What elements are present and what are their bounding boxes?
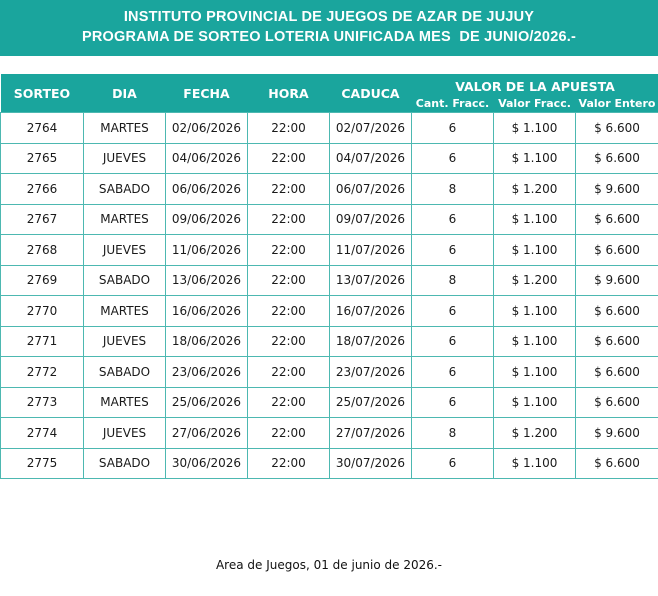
cell-fracc: $ 1.100 — [494, 235, 576, 266]
cell-sorteo: 2767 — [1, 204, 84, 235]
header-sorteo: SORTEO — [1, 74, 84, 113]
cell-fecha: 18/06/2026 — [166, 326, 248, 357]
cell-fecha: 23/06/2026 — [166, 357, 248, 388]
cell-cant: 6 — [412, 448, 494, 479]
cell-fecha: 25/06/2026 — [166, 387, 248, 418]
table-header — [1, 74, 658, 113]
cell-entero: $ 6.600 — [576, 448, 658, 479]
cell-hora: 22:00 — [248, 387, 330, 418]
table-row — [1, 448, 658, 479]
cell-hora: 22:00 — [248, 265, 330, 296]
schedule-table — [0, 74, 658, 479]
cell-entero: $ 6.600 — [576, 387, 658, 418]
cell-sorteo: 2773 — [1, 387, 84, 418]
cell-dia: MARTES — [84, 296, 166, 327]
cell-cant: 6 — [412, 326, 494, 357]
cell-sorteo: 2775 — [1, 448, 84, 479]
header-valor-fracc: Valor Fracc. — [494, 94, 576, 113]
cell-hora: 22:00 — [248, 174, 330, 205]
title-line-2: PROGRAMA DE SORTEO LOTERIA UNIFICADA MES DE JUNIO/2026.- — [82, 29, 576, 45]
header-fecha: FECHA — [166, 74, 248, 113]
cell-cant: 6 — [412, 143, 494, 174]
cell-caduca: 27/07/2026 — [330, 418, 412, 449]
cell-dia: JUEVES — [84, 235, 166, 266]
cell-entero: $ 9.600 — [576, 174, 658, 205]
cell-sorteo: 2772 — [1, 357, 84, 388]
table-row — [1, 296, 658, 327]
cell-sorteo: 2765 — [1, 143, 84, 174]
cell-dia: SABADO — [84, 357, 166, 388]
table-row — [1, 204, 658, 235]
cell-hora: 22:00 — [248, 113, 330, 144]
cell-fracc: $ 1.100 — [494, 113, 576, 144]
table-row — [1, 418, 658, 449]
cell-hora: 22:00 — [248, 448, 330, 479]
cell-dia: SABADO — [84, 265, 166, 296]
cell-dia: MARTES — [84, 387, 166, 418]
table-row — [1, 113, 658, 144]
cell-fracc: $ 1.100 — [494, 357, 576, 388]
table-row — [1, 265, 658, 296]
cell-caduca: 16/07/2026 — [330, 296, 412, 327]
cell-caduca: 11/07/2026 — [330, 235, 412, 266]
cell-entero: $ 6.600 — [576, 326, 658, 357]
cell-dia: JUEVES — [84, 418, 166, 449]
cell-sorteo: 2770 — [1, 296, 84, 327]
table-body — [1, 113, 658, 479]
cell-sorteo: 2766 — [1, 174, 84, 205]
cell-cant: 8 — [412, 174, 494, 205]
cell-fecha: 30/06/2026 — [166, 448, 248, 479]
cell-dia: JUEVES — [84, 143, 166, 174]
cell-fracc: $ 1.200 — [494, 174, 576, 205]
cell-fecha: 16/06/2026 — [166, 296, 248, 327]
header-caduca: CADUCA — [330, 74, 412, 113]
header-dia: DIA — [84, 74, 166, 113]
cell-fecha: 06/06/2026 — [166, 174, 248, 205]
table-row — [1, 387, 658, 418]
cell-sorteo: 2764 — [1, 113, 84, 144]
table-row — [1, 143, 658, 174]
cell-fracc: $ 1.100 — [494, 296, 576, 327]
cell-hora: 22:00 — [248, 235, 330, 266]
header-valor-apuesta: VALOR DE LA APUESTA — [412, 74, 658, 94]
cell-fecha: 09/06/2026 — [166, 204, 248, 235]
cell-fracc: $ 1.100 — [494, 448, 576, 479]
title-line-1: INSTITUTO PROVINCIAL DE JUEGOS DE AZAR DE JUJUY — [123, 9, 535, 25]
cell-fracc: $ 1.100 — [494, 204, 576, 235]
cell-dia: MARTES — [84, 113, 166, 144]
cell-entero: $ 9.600 — [576, 418, 658, 449]
cell-caduca: 25/07/2026 — [330, 387, 412, 418]
title-banner — [0, 0, 658, 56]
cell-sorteo: 2774 — [1, 418, 84, 449]
cell-entero: $ 6.600 — [576, 357, 658, 388]
cell-hora: 22:00 — [248, 204, 330, 235]
cell-hora: 22:00 — [248, 326, 330, 357]
cell-hora: 22:00 — [248, 143, 330, 174]
cell-caduca: 23/07/2026 — [330, 357, 412, 388]
cell-hora: 22:00 — [248, 296, 330, 327]
cell-dia: SABADO — [84, 174, 166, 205]
cell-entero: $ 6.600 — [576, 235, 658, 266]
cell-cant: 6 — [412, 296, 494, 327]
table-row — [1, 326, 658, 357]
table-row — [1, 235, 658, 266]
cell-caduca: 09/07/2026 — [330, 204, 412, 235]
cell-dia: JUEVES — [84, 326, 166, 357]
table-row — [1, 357, 658, 388]
cell-cant: 6 — [412, 204, 494, 235]
cell-entero: $ 6.600 — [576, 296, 658, 327]
cell-cant: 8 — [412, 418, 494, 449]
cell-fecha: 11/06/2026 — [166, 235, 248, 266]
header-valor-entero: Valor Entero — [576, 94, 658, 113]
cell-cant: 6 — [412, 357, 494, 388]
cell-sorteo: 2771 — [1, 326, 84, 357]
cell-fracc: $ 1.200 — [494, 265, 576, 296]
cell-caduca: 18/07/2026 — [330, 326, 412, 357]
cell-caduca: 13/07/2026 — [330, 265, 412, 296]
cell-fecha: 02/06/2026 — [166, 113, 248, 144]
cell-caduca: 06/07/2026 — [330, 174, 412, 205]
cell-cant: 6 — [412, 113, 494, 144]
cell-entero: $ 6.600 — [576, 204, 658, 235]
cell-cant: 6 — [412, 235, 494, 266]
cell-caduca: 30/07/2026 — [330, 448, 412, 479]
cell-entero: $ 9.600 — [576, 265, 658, 296]
cell-sorteo: 2769 — [1, 265, 84, 296]
cell-fecha: 13/06/2026 — [166, 265, 248, 296]
cell-fracc: $ 1.100 — [494, 387, 576, 418]
cell-dia: SABADO — [84, 448, 166, 479]
cell-fracc: $ 1.200 — [494, 418, 576, 449]
footer-date: Area de Juegos, 01 de junio de 2026.- — [215, 558, 443, 572]
cell-caduca: 02/07/2026 — [330, 113, 412, 144]
cell-cant: 8 — [412, 265, 494, 296]
cell-fecha: 04/06/2026 — [166, 143, 248, 174]
cell-fecha: 27/06/2026 — [166, 418, 248, 449]
cell-cant: 6 — [412, 387, 494, 418]
header-hora: HORA — [248, 74, 330, 113]
cell-hora: 22:00 — [248, 418, 330, 449]
cell-hora: 22:00 — [248, 357, 330, 388]
header-cant-fracc: Cant. Fracc. — [412, 94, 494, 113]
cell-dia: MARTES — [84, 204, 166, 235]
table-row — [1, 174, 658, 205]
cell-caduca: 04/07/2026 — [330, 143, 412, 174]
cell-sorteo: 2768 — [1, 235, 84, 266]
cell-entero: $ 6.600 — [576, 113, 658, 144]
cell-fracc: $ 1.100 — [494, 143, 576, 174]
cell-entero: $ 6.600 — [576, 143, 658, 174]
cell-fracc: $ 1.100 — [494, 326, 576, 357]
